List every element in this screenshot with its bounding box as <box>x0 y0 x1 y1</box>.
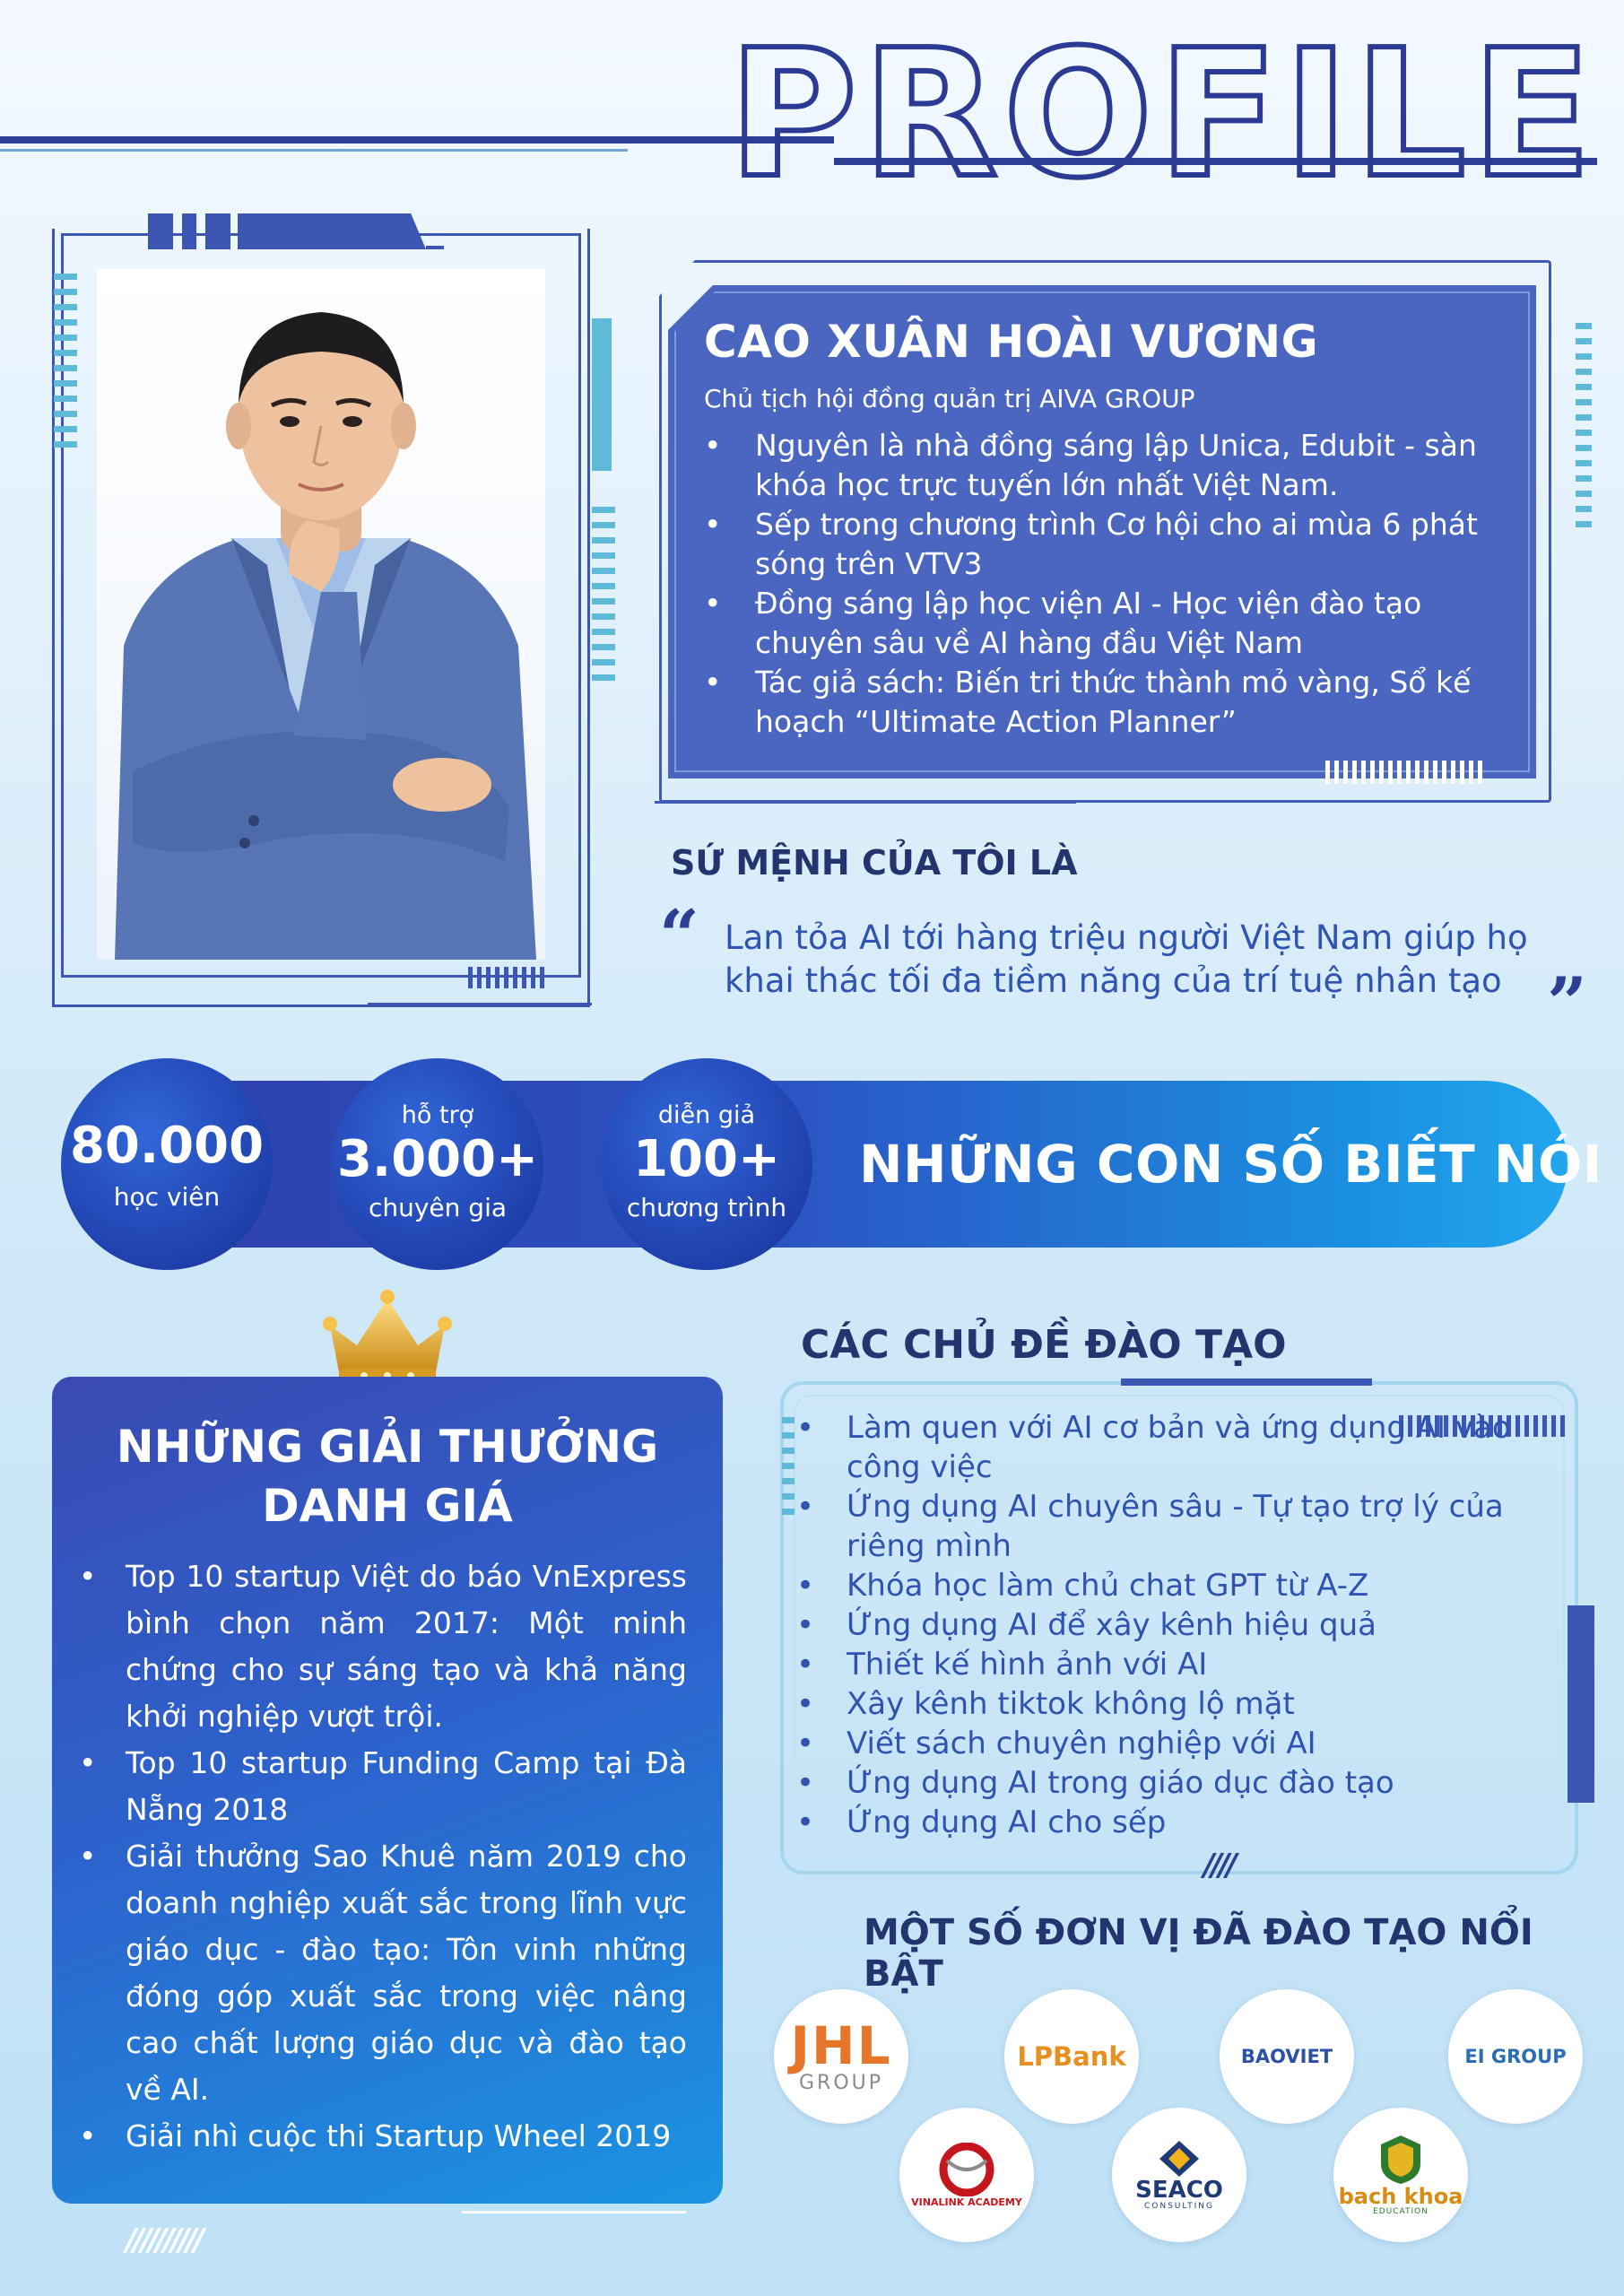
topic-item: • Thiết kế hình ảnh với AI <box>796 1645 1568 1684</box>
logo-lpbank <box>1004 1989 1139 2124</box>
topics-side-ticks <box>782 1417 795 1524</box>
bio-item: • Tác giả sách: Biến tri thức thành mỏ vàng, Sổ kế hoạch “Ultimate Action Planner” <box>704 663 1529 742</box>
awards-title <box>52 1417 723 1535</box>
header-rule-left <box>0 136 834 144</box>
topic-item: • Ứng dụng AI để xây kênh hiệu quả <box>796 1605 1568 1645</box>
person-name: CAO XUÂN HOÀI VƯƠNG <box>704 316 1319 368</box>
logo-jhl-group <box>774 1989 908 2124</box>
seaco-mark-icon <box>1151 2139 1208 2179</box>
quote-open-icon: “ <box>659 895 699 977</box>
logo-subtext: EDUCATION <box>1373 2207 1429 2216</box>
topics-side-bar <box>1568 1605 1594 1803</box>
awards-title-line: DANH GIÁ <box>262 1480 513 1532</box>
stat-value: 3.000+ <box>336 1130 539 1188</box>
topic-item: • Xây kênh tiktok không lộ mặt <box>796 1684 1568 1724</box>
stat-unit: chuyên gia <box>368 1193 508 1222</box>
photo-side-ticks-right <box>592 507 615 690</box>
topics-title: CÁC CHỦ ĐỀ ĐÀO TẠO <box>801 1322 1287 1368</box>
partners-title: MỘT SỐ ĐƠN VỊ ĐÃ ĐÀO TẠO NỔI BẬT <box>864 1912 1533 1995</box>
awards-underline <box>462 2211 686 2213</box>
award-item: • Top 10 startup Việt do báo VnExpress bình chọn năm 2017: Một minh chứng cho sự sáng tạo và khả năng khởi nghiệp vượt trội. <box>79 1553 687 1740</box>
bio-list <box>704 426 1529 742</box>
topic-item: • Làm quen với AI cơ bản và ứng dụng AI vào công việc <box>796 1408 1568 1487</box>
bach-khoa-crest-icon <box>1376 2134 1426 2186</box>
topics-slashes: //// <box>1203 1848 1234 1883</box>
stat-programs <box>601 1058 812 1270</box>
stat-unit: học viên <box>113 1182 221 1212</box>
portrait-photo <box>97 269 545 960</box>
bio-item: • Đồng sáng lập học viện AI - Học viện đào tạo chuyên sâu về AI hàng đầu Việt Nam <box>704 584 1529 663</box>
header-rule-thin <box>0 149 628 152</box>
logo-text: JHL <box>790 2014 892 2076</box>
logo-ei-group <box>1448 1989 1583 2124</box>
bio-barcode <box>1325 761 1482 784</box>
award-item: • Top 10 startup Funding Camp tại Đà Nẵng 2018 <box>79 1740 687 1833</box>
crown-icon <box>321 1290 454 1387</box>
photo-frame-corner-line <box>368 1003 592 1005</box>
stat-prefix: hỗ trợ <box>401 1101 474 1129</box>
logo-text: SEACO <box>1135 2177 1223 2204</box>
stat-experts <box>332 1058 543 1270</box>
logo-subtext: GROUP <box>798 2071 884 2094</box>
stats-headline: NHỮNG CON SỐ BIẾT NÓI <box>859 1134 1602 1195</box>
bio-bottom-rule <box>655 801 1076 804</box>
topic-item: • Viết sách chuyên nghiệp với AI <box>796 1724 1568 1763</box>
mission-text: Lan tỏa AI tới hàng triệu người Việt Nam giúp họ khai thác tối đa tiềm năng của trí tuệ nhân tạo <box>725 918 1528 1000</box>
topic-item: • Ứng dụng AI cho sếp <box>796 1803 1568 1842</box>
photo-side-ticks-left <box>54 274 77 457</box>
bio-side-ticks <box>1576 323 1592 536</box>
person-role: Chủ tịch hội đồng quản trị AIVA GROUP <box>704 384 1195 413</box>
awards-list <box>79 1553 687 2160</box>
quote-close-icon: ” <box>1547 962 1587 1044</box>
topics-list <box>796 1408 1568 1842</box>
logo-text: VINALINK ACADEMY <box>911 2196 1022 2208</box>
stat-students <box>61 1058 273 1270</box>
topics-top-rule <box>1121 1378 1372 1386</box>
logo-bach-khoa <box>1333 2108 1468 2242</box>
bio-item: • Sếp trong chương trình Cơ hội cho ai mùa 6 phát sóng trên VTV3 <box>704 505 1529 584</box>
vinalink-mark-icon <box>931 2143 1003 2196</box>
logo-text: LPBank <box>1017 2041 1126 2072</box>
stat-value: 80.000 <box>69 1117 265 1175</box>
logo-vinalink-academy <box>899 2108 1034 2242</box>
awards-title-line: NHỮNG GIẢI THƯỞNG <box>116 1421 659 1473</box>
stat-prefix: diễn giả <box>657 1101 756 1129</box>
logo-text: bach khoa <box>1338 2184 1463 2209</box>
topic-item: • Ứng dụng AI trong giáo dục đào tạo <box>796 1763 1568 1803</box>
awards-slashes: ////////// <box>126 2222 202 2258</box>
logo-text: BAOVIET <box>1240 2046 1333 2067</box>
logo-subtext: CONSULTING <box>1143 2202 1215 2211</box>
stat-value: 100+ <box>633 1130 780 1188</box>
logo-seaco <box>1112 2108 1246 2242</box>
photo-barcode <box>468 967 544 988</box>
mission-title: SỨ MỆNH CỦA TÔI LÀ <box>671 843 1078 883</box>
photo-side-bar <box>592 318 612 471</box>
award-item: • Giải nhì cuộc thi Startup Wheel 2019 <box>79 2113 687 2160</box>
logo-text: EI GROUP <box>1464 2046 1567 2067</box>
stat-unit: chương trình <box>626 1193 787 1222</box>
logo-baoviet <box>1220 1989 1354 2124</box>
topic-item: • Ứng dụng AI chuyên sâu - Tự tạo trợ lý của riêng mình <box>796 1487 1568 1566</box>
award-item: • Giải thưởng Sao Khuê năm 2019 cho doanh nghiệp xuất sắc trong lĩnh vực giáo dục - đào tạo: Tôn vinh những đóng góp xuất sắc trong việc nâng cao chất lượng giáo dục và đào tạo về AI. <box>79 1833 687 2113</box>
page-title: PROFILE <box>728 13 1597 217</box>
topic-item: • Khóa học làm chủ chat GPT từ A-Z <box>796 1566 1568 1605</box>
bio-item: • Nguyên là nhà đồng sáng lập Unica, Edubit - sàn khóa học trực tuyến lớn nhất Việt Nam. <box>704 426 1529 505</box>
